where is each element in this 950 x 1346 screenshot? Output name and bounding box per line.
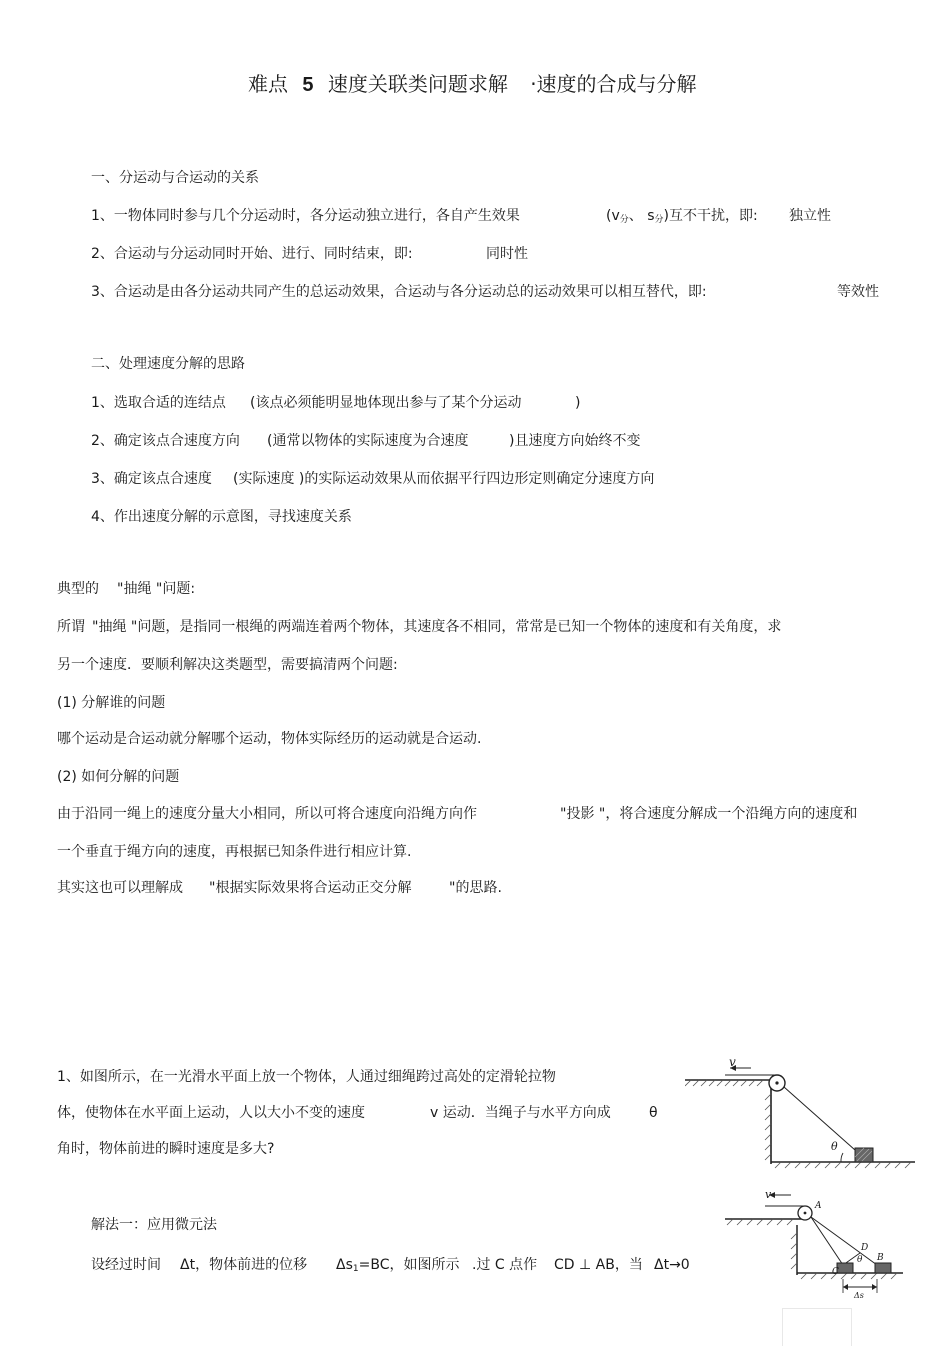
section2-item1-c: ) xyxy=(575,395,581,411)
section2-item1-b: (该点必须能明显地体现出参与了某个分运动 xyxy=(250,395,522,411)
s1-item1-sub2: 分 xyxy=(654,215,664,225)
fig2-label-a: A xyxy=(815,1201,822,1211)
section1-heading: 一、分运动与合运动的关系 xyxy=(91,170,259,186)
rope-heading-a: 典型的 xyxy=(57,581,99,597)
page-title xyxy=(248,71,697,98)
section1-item3: 3、合运动是由各分运动共同产生的总运动效果，合运动与各分运动总的运动效果可以相互替代，即: xyxy=(91,284,707,300)
sol-sub-1: 1 xyxy=(352,1264,359,1274)
section2-item2-c: )且速度方向始终不变 xyxy=(509,433,641,449)
section1-item2: 2、合运动与分运动同时开始、进行、同时结束，即: xyxy=(91,246,413,262)
rope-a3-a: 其实这也可以理解成 xyxy=(57,880,183,896)
s1-item1-text: 1、一物体同时参与几个分运动时，各分运动独立进行，各自产生效果 xyxy=(91,208,520,224)
s1-item1-s: 、 s xyxy=(628,208,655,224)
fig2-v-label: v xyxy=(765,1188,772,1201)
sol-delta-s: Δs xyxy=(336,1257,353,1273)
section2-item2-b: (通常以物体的实际速度为合速度 xyxy=(267,433,469,449)
s1-item1-sub1: 分 xyxy=(619,215,629,225)
pulley-figure-2 xyxy=(725,1183,910,1301)
problem-line3: 角时，物体前进的瞬时速度是多大? xyxy=(57,1141,275,1157)
page-corner-box xyxy=(782,1308,852,1346)
section1-item3-answer: 等效性 xyxy=(837,284,879,300)
title-number: 5 xyxy=(302,74,314,96)
fig2-label-b: B xyxy=(877,1253,884,1263)
fig2-label-theta: θ xyxy=(857,1255,863,1265)
rope-a1: 哪个运动是合运动就分解哪个运动，物体实际经历的运动就是合运动. xyxy=(57,731,482,747)
rope-q2: (2) 如何分解的问题 xyxy=(57,769,180,785)
title-part3: ·速度的合成与分解 xyxy=(530,72,697,96)
solution-line-e: .过 C 点作 xyxy=(472,1257,538,1273)
rope-a2-a: 由于沿同一绳上的速度分量大小相同，所以可将合速度向沿绳方向作 xyxy=(57,806,477,822)
problem-line2-c: θ xyxy=(649,1105,658,1121)
rope-p1-b: "抽绳 "问题，是指同一根绳的两端连着两个物体，其速度各不相同，常常是已知一个物体的速度和有关角度，求 xyxy=(92,619,782,635)
rope-a3-c: "的思路. xyxy=(449,880,502,896)
rope-a2-b: "投影 "，将合速度分解成一个沿绳方向的速度和 xyxy=(560,806,858,822)
s1-item1-close: )互不干扰，即: xyxy=(663,208,758,224)
fig1-theta-label: θ xyxy=(831,1140,838,1153)
section1-item2-answer: 同时性 xyxy=(486,246,528,262)
solution-line-g: Δt→0 xyxy=(654,1257,690,1273)
fig2-label-d: D xyxy=(861,1243,869,1253)
solution-line-f: CD ⊥ AB，当 xyxy=(554,1257,643,1273)
section2-item2-a: 2、确定该点合速度方向 xyxy=(91,433,240,449)
section1-item1 xyxy=(91,207,520,225)
fig1-v-label: v xyxy=(729,1055,736,1069)
fig2-label-c: C xyxy=(832,1267,839,1277)
rope-q1: (1) 分解谁的问题 xyxy=(57,695,166,711)
rope-p2: 另一个速度．要顺利解决这类题型，需要搞清两个问题: xyxy=(57,657,398,673)
sol-bc: =BC，如图所示 xyxy=(358,1257,460,1273)
problem-line2-b: v 运动．当绳子与水平方向成 xyxy=(430,1105,611,1121)
section2-item4: 4、作出速度分解的示意图，寻找速度关系 xyxy=(91,509,352,525)
problem-line1: 1、如图所示，在一光滑水平面上放一个物体，人通过细绳跨过高处的定滑轮拉物 xyxy=(57,1069,556,1085)
section1-item1-answer: 独立性 xyxy=(789,208,831,224)
section1-item1-paren xyxy=(606,207,758,229)
title-part2: 速度关联类问题求解 xyxy=(327,72,508,96)
rope-p1-a: 所谓 xyxy=(57,619,85,635)
rope-a2-c: 一个垂直于绳方向的速度，再根据已知条件进行相应计算. xyxy=(57,844,412,860)
solution-line-b: Δt，物体前进的位移 xyxy=(180,1257,308,1273)
rope-heading-b: "抽绳 "问题: xyxy=(117,581,196,597)
solution-line-a: 设经过时间 xyxy=(91,1257,161,1273)
s1-item1-v: (v xyxy=(606,208,620,224)
section2-item1-a: 1、选取合适的连结点 xyxy=(91,395,226,411)
solution-method: 解法一：应用微元法 xyxy=(91,1217,217,1233)
section2-item3-a: 3、确定该点合速度 xyxy=(91,471,212,487)
pulley-figure-1 xyxy=(685,1055,920,1170)
problem-line2-a: 体，使物体在水平面上运动，人以大小不变的速度 xyxy=(57,1105,365,1121)
section2-heading: 二、处理速度分解的思路 xyxy=(91,356,245,372)
rope-a3-b: "根据实际效果将合运动正交分解 xyxy=(209,880,412,896)
title-part1: 难点 xyxy=(248,72,288,96)
solution-line-c xyxy=(336,1256,459,1278)
section2-item3-b: (实际速度 )的实际运动效果从而依据平行四边形定则确定分速度方向 xyxy=(233,471,655,487)
fig2-label-ds: Δs xyxy=(854,1291,864,1300)
